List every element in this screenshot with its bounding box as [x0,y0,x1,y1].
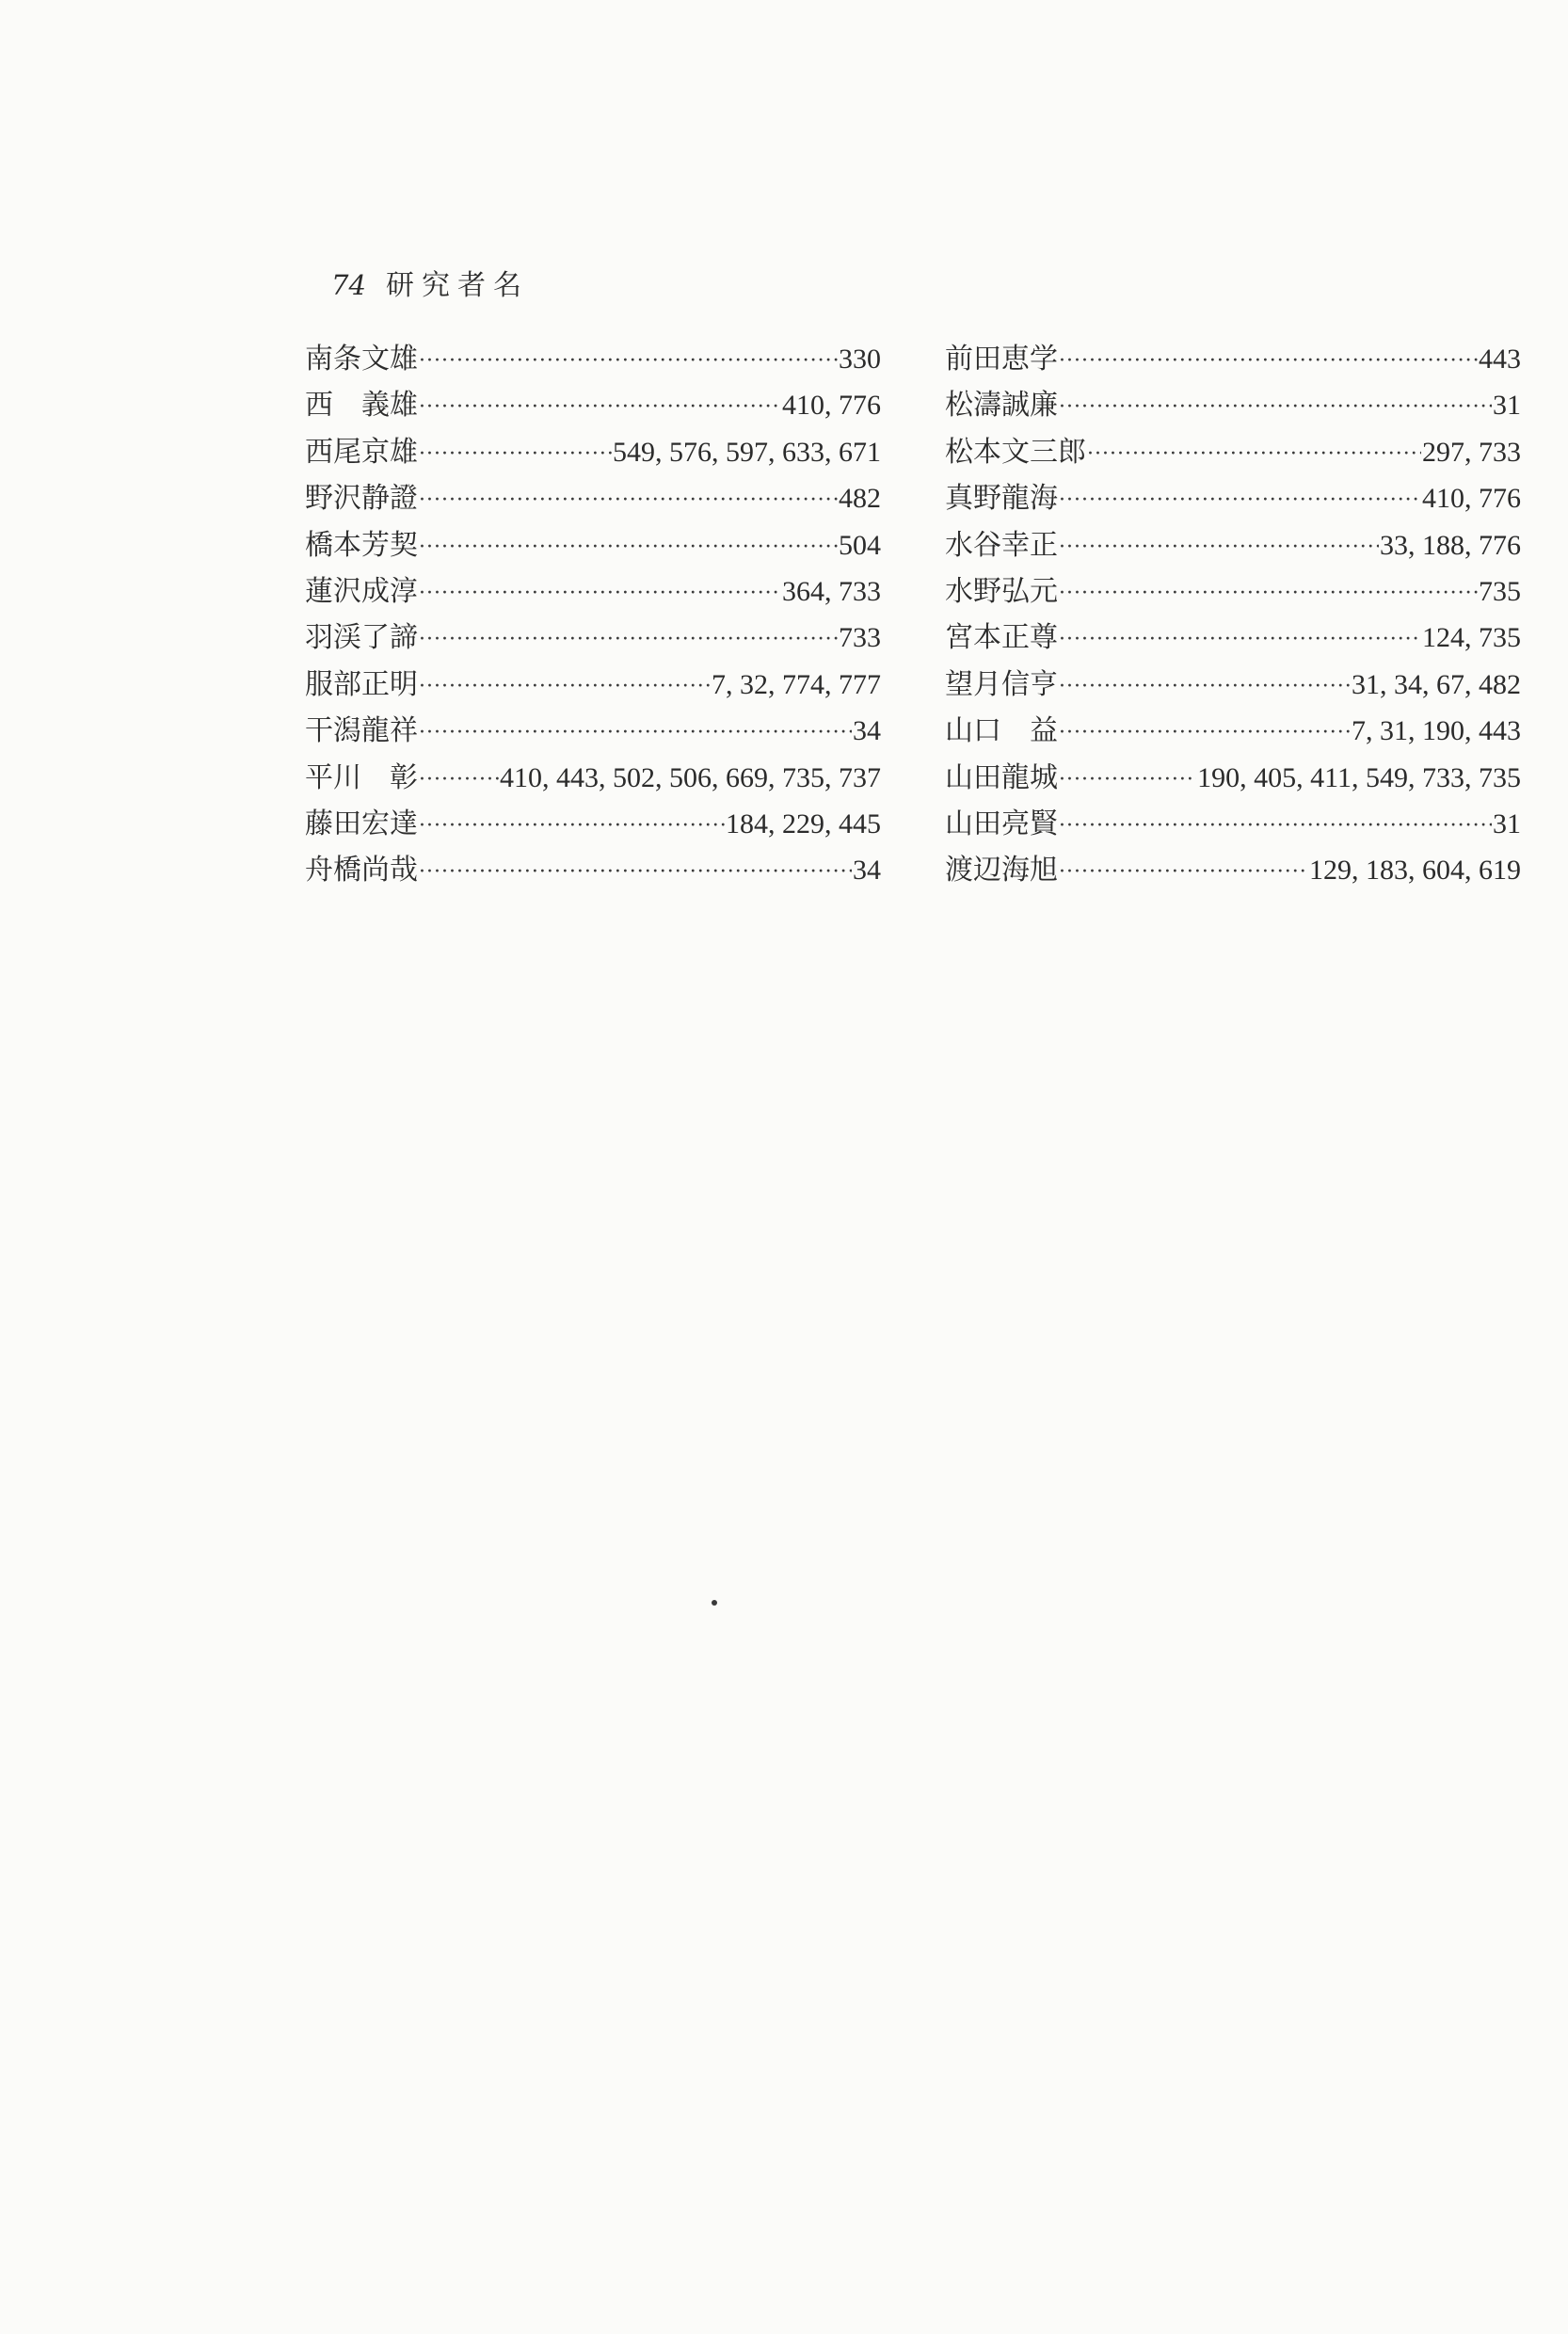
researcher-name: 真野龍海 [945,482,1058,516]
page-references: 410, 443, 502, 506, 669, 735, 737 [500,761,881,793]
page-references: 364, 733 [782,575,881,607]
researcher-name: 西尾京雄 [305,435,418,469]
page-references: 34 [853,855,881,887]
page-references: 504 [839,529,881,561]
index-entry [305,521,881,568]
dot-leader [1059,814,1492,838]
researcher-name: 藤田宏達 [305,807,418,840]
dot-leader [419,536,838,559]
dot-leader [419,488,838,512]
researcher-name: 舟橋尚哉 [305,854,418,887]
dot-leader [1059,536,1379,559]
researcher-name: 松濤誠廉 [945,389,1058,423]
page-references: 34 [853,715,881,747]
dot-leader [419,628,838,651]
index-entry [305,428,881,474]
dot-leader [1059,721,1351,744]
researcher-name: 西 義雄 [305,389,418,423]
index-entry [305,474,881,520]
researcher-name: 松本文三郎 [945,435,1086,469]
index-entry [945,335,1521,381]
dot-leader [419,395,781,419]
index-entry [945,474,1521,520]
index-entry [945,614,1521,660]
index-entry [945,568,1521,614]
index-entry [305,614,881,660]
page-references: 184, 229, 445 [726,807,881,839]
dot-leader [1059,675,1351,698]
page-references: 129, 183, 604, 619 [1309,855,1521,887]
researcher-name: 蓮沢成淳 [305,574,418,608]
researcher-name: 渡辺海旭 [945,854,1058,887]
researcher-name: 宮本正尊 [945,621,1058,655]
index-entry [945,428,1521,474]
researcher-name: 山田龍城 [945,760,1058,794]
dot-leader [419,721,852,744]
researcher-name: 服部正明 [305,667,418,701]
page-header [331,262,529,303]
index-entry [305,707,881,753]
researcher-name: 野沢静證 [305,482,418,516]
dot-leader [419,860,852,884]
researcher-name: 水谷幸正 [945,528,1058,562]
dot-leader [1059,395,1492,419]
page-references: 443 [1479,344,1521,375]
page-references: 482 [839,483,881,515]
dot-leader [1059,768,1196,791]
page-references: 31, 34, 67, 482 [1352,668,1521,700]
page-references: 549, 576, 597, 633, 671 [613,436,881,468]
page-references: 7, 32, 774, 777 [712,668,881,700]
page-number: 74 [331,269,366,301]
researcher-name: 干潟龍祥 [305,714,418,748]
researcher-name: 山田亮賢 [945,807,1058,840]
researcher-name: 南条文雄 [305,343,418,376]
index-entry [305,661,881,707]
researcher-name: 山口 益 [945,714,1058,748]
researcher-name: 前田恵学 [945,343,1058,376]
index-entry [945,707,1521,753]
researcher-name: 橋本芳契 [305,528,418,562]
dot-leader [1059,628,1421,651]
dot-leader [419,349,838,373]
dot-leader [1059,860,1308,884]
index-entry [305,754,881,800]
index-entry [305,381,881,427]
page-references: 410, 776 [782,390,881,422]
dot-leader [419,582,781,605]
index-entry [945,846,1521,892]
section-title: 研究者名 [386,269,529,302]
index-column-right [945,335,1521,893]
page-references: 190, 405, 411, 549, 733, 735 [1197,761,1521,793]
index-entry [945,381,1521,427]
dot-leader [1087,442,1421,466]
index-entry [945,800,1521,846]
index-entry [945,754,1521,800]
page-references: 7, 31, 190, 443 [1352,715,1521,747]
page-references: 735 [1479,575,1521,607]
page-references: 31 [1493,390,1521,422]
index-entry [305,800,881,846]
page-references: 33, 188, 776 [1380,529,1521,561]
researcher-name: 平川 彰 [305,760,418,794]
page-references: 410, 776 [1422,483,1521,515]
dot-leader [1059,488,1421,512]
page-references: 297, 733 [1422,436,1521,468]
dot-leader [419,675,711,698]
index-entry [305,846,881,892]
researcher-name: 水野弘元 [945,574,1058,608]
page-references: 31 [1493,807,1521,839]
dot-leader [1059,349,1478,373]
page-references: 330 [839,344,881,375]
dot-leader [1059,582,1478,605]
dot-leader [419,814,725,838]
index-entry [945,521,1521,568]
index-column-left [305,335,881,893]
researcher-name: 羽渓了諦 [305,621,418,655]
dot-leader [419,442,612,466]
page-references: 124, 735 [1422,622,1521,654]
index-entry [945,661,1521,707]
page-references: 733 [839,622,881,654]
dot-leader [419,768,499,791]
index-entry [305,568,881,614]
stray-mark [712,1600,717,1606]
researcher-name: 望月信亨 [945,667,1058,701]
index-entry [305,335,881,381]
